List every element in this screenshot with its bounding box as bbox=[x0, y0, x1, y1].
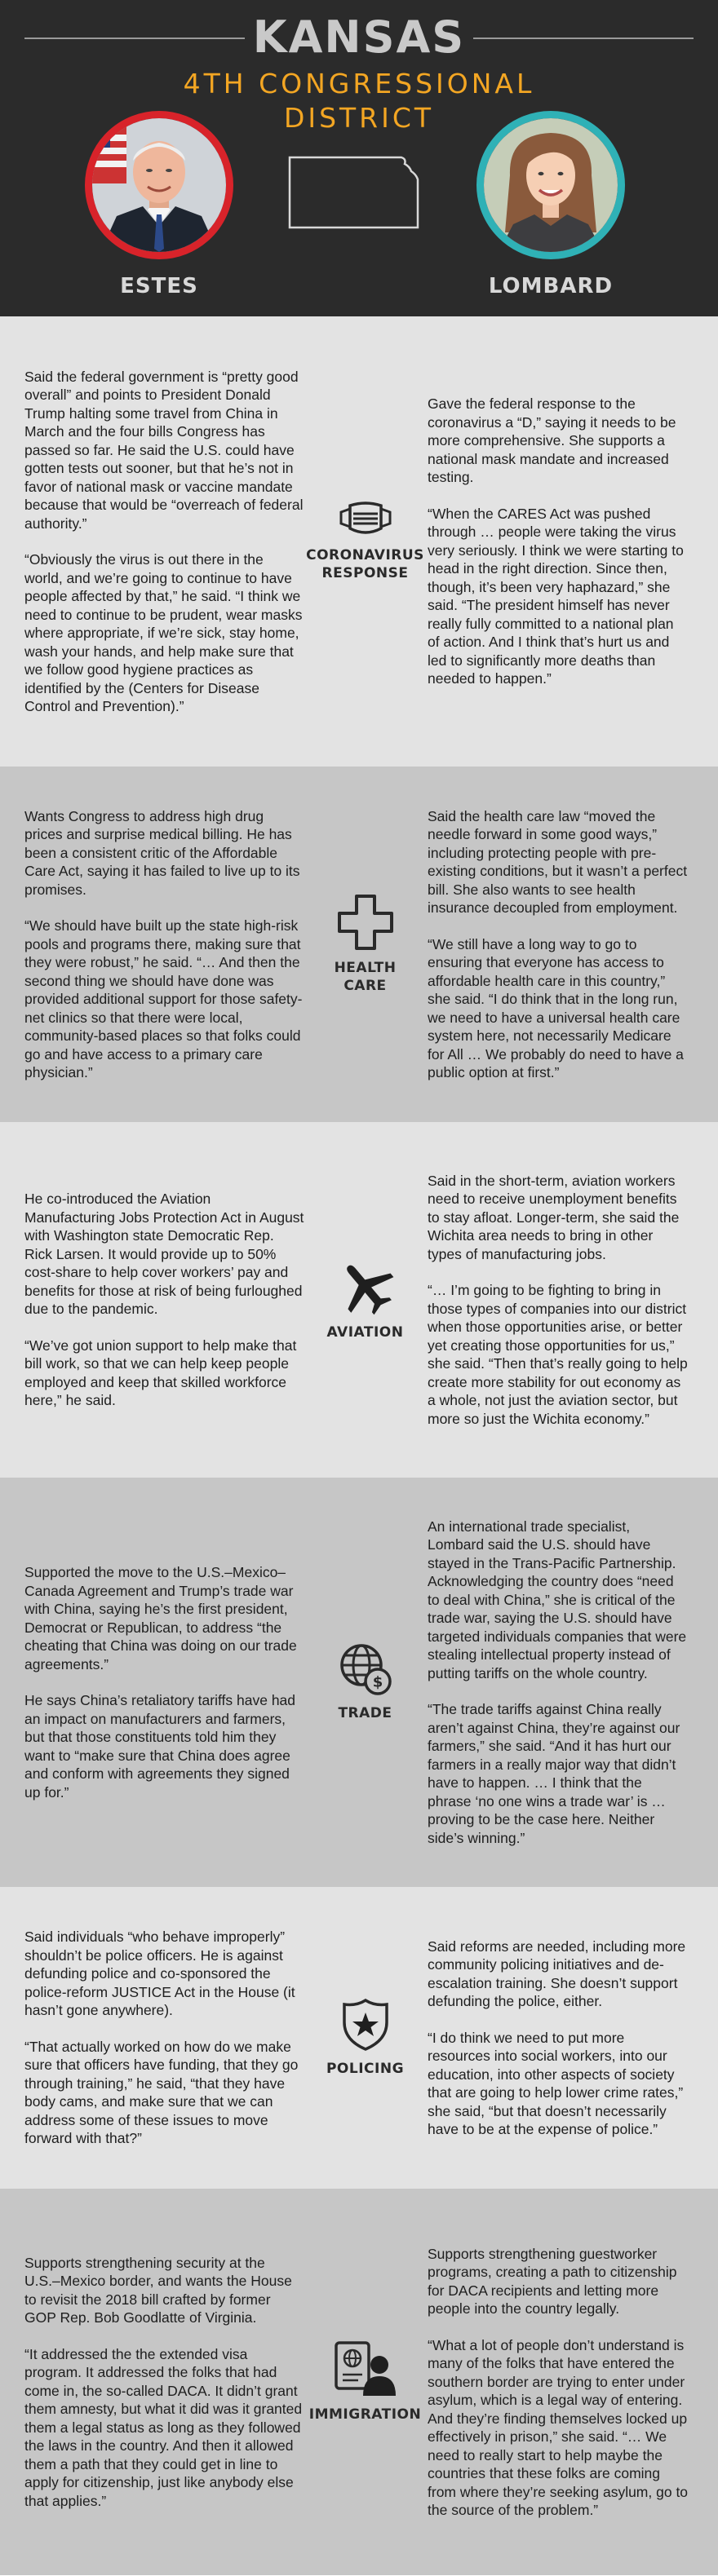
lombard-summary: Said reforms are needed, including more community policing initiatives and de-escalation training. She doesn’t support defunding the police, either. bbox=[428, 1938, 686, 2009]
lombard-position bbox=[416, 395, 718, 688]
issue-aviation bbox=[0, 1122, 718, 1478]
estes-portrait bbox=[85, 111, 233, 259]
estes-quote: “We should have built up the state high-risk pools and programs there, making sure that they were robust,” he said. “… And then the second thing we should have done was provided additional support for those safety-net clinics so that there were local, community-based places so that folks could go and have access to a primary care physician.” bbox=[24, 917, 303, 1080]
estes-quote: “It addressed the the extended visa program. It addressed the folks that had come in, the so-called DACA. It didn’t grant them amnesty, but what it did was it granted them a legal status as long as they followed the laws in the country. And then it allowed them a path that they could get in line to apply for citizenship, just like anybody else that applies.” bbox=[24, 2345, 303, 2509]
lombard-name: LOMBARD bbox=[488, 274, 614, 298]
state-title: KANSAS bbox=[252, 11, 466, 63]
svg-text:$: $ bbox=[372, 1673, 383, 1691]
estes-position bbox=[0, 1563, 314, 1801]
estes-summary: Wants Congress to address high drug prices and surprise medical billing. He has been a consistent critic of the Affordable Care Act, saying it has failed to live up to its promises. bbox=[24, 807, 300, 898]
lombard-photo bbox=[484, 118, 618, 252]
airplane-icon bbox=[335, 1258, 397, 1315]
district-title: 4TH CONGRESSIONAL DISTRICT bbox=[183, 68, 535, 134]
lombard-quote: “I do think we need to put more resources into social workers, into our education, into other aspects of society that are going to help lower crime rates,” she said, “but that doesn’t necessarily have to be at the expense of police.” bbox=[428, 2029, 684, 2137]
lombard-portrait bbox=[476, 111, 625, 259]
estes-photo bbox=[92, 118, 226, 252]
estes-quote: “That actually worked on how do we make sure that officers have funding, that they go through training,” he said, “that they have body cams, and make sure that we can address some of these issues to move forward with that?” bbox=[24, 2038, 299, 2147]
estes-position bbox=[0, 2254, 314, 2511]
estes-summary: Said the federal government is “pretty good overall” and points to President Donald Trump halting some travel from China in March and the four bills Congress has passed so far. He said the U.S. could have gotten tests out sooner, but that he’s not in favor of national mask or vaccine mandate because that would be “overreach of federal authority.” bbox=[24, 368, 304, 532]
face-mask-icon bbox=[339, 501, 392, 538]
lombard-position bbox=[416, 1518, 718, 1848]
lombard-quote: “We still have a long way to go to ensuring that everyone has access to affordable health care in this country,” she said. “I do think that in the long run, we need to have a universal health care system here, not necessarily Medicare for All … We probably do need to have a public option at first.” bbox=[428, 935, 684, 1080]
issue-heading bbox=[314, 894, 416, 995]
estes-summary: Said individuals “who behave improperly” shouldn’t be police officers. He is against defunding police and co-sponsored the police-reform JUSTICE Act in the House (it hasn’t gone anywhere). bbox=[24, 1929, 295, 2019]
estes-position bbox=[0, 1928, 314, 2148]
estes-summary: He co-introduced the Aviation Manufacturing Jobs Protection Act in August with Washington state Democratic Rep. Rick Larsen. It would provide up to 50% cost-share to help cover workers’ pay and benefits for those at risk of being furloughed due to the pandemic. bbox=[24, 1191, 304, 1318]
issue-heading bbox=[314, 1258, 416, 1341]
issue-health-care bbox=[0, 767, 718, 1122]
estes-quote: “Obviously the virus is out there in the world, and we’re going to continue to have people affected by that,” he said. “I think we need to continue to be prudent, wear masks where appropriate, if we’re sick, stay home, wash your hands, and help make sure that we follow good hygiene practices as identified by the (Centers for Disease Control and Prevention).” bbox=[24, 551, 303, 714]
estes-position bbox=[0, 807, 314, 1082]
issue-label: POLICING bbox=[326, 2061, 405, 2077]
lombard-quote: “What a lot of people don’t understand is many of the folks that have entered the southern border are trying to enter under asylum, which is a legal way of entering. And they’re finding themselves locked up effectively in prison,” she said. “… We need to really start to help maybe the countries that these folks are coming from where they’re seeking asylum, go to the source of the problem.” bbox=[428, 2336, 689, 2518]
estes-summary: Supported the move to the U.S.–Mexico–Canada Agreement and Trump’s trade war with China, saying he’s the first president, Democrat or Republican, to address “the cheating that China was doing on our trade agreements.” bbox=[24, 1564, 297, 1672]
estes-name: ESTES bbox=[120, 274, 198, 298]
estes-summary: Supports strengthening security at the U.S.–Mexico border, and wants the House to revisit the 2018 bill crafted by former GOP Rep. Bob Goodlatte of Virginia. bbox=[24, 2254, 292, 2326]
lombard-position bbox=[416, 1172, 718, 1429]
issue-heading bbox=[308, 2340, 422, 2424]
issue-heading bbox=[314, 1642, 416, 1722]
lombard-quote: “… I’m going to be fighting to bring in those types of companies into our district when those opportunities arise, or better yet creating those opportunities for us,” she said. “Then that’s really going to help create more stability for out economy as a whole, not just the aviation sector, but more so just the Wichita economy.” bbox=[428, 1282, 688, 1427]
issue-trade bbox=[0, 1478, 718, 1887]
issue-coronavirus-response bbox=[0, 316, 718, 767]
lombard-summary: Supports strengthening guestworker programs, creating a path to citizenship for DACA recipients and letting more people into the country legally. bbox=[428, 2245, 677, 2317]
issue-heading bbox=[306, 501, 424, 582]
issue-label: CORONAVIRUS RESPONSE bbox=[306, 547, 424, 581]
lombard-summary: Gave the federal response to the coronavirus a “D,” saying it needs to be more comprehensive. She supports a national mask mandate and increased testing. bbox=[428, 395, 676, 486]
lombard-summary: Said the health care law “moved the needle forward in some good ways,” including protecting people with pre-existing conditions, but it wasn’t a perfect bill. She also wants to see health insurance decoupled from employment. bbox=[428, 807, 688, 916]
issue-label: AVIATION bbox=[326, 1324, 404, 1341]
kansas-state-outline-icon bbox=[287, 155, 431, 230]
lombard-summary: An international trade specialist, Lombard said the U.S. should have stayed in the Trans-Pacific Partnership. Acknowledging the country does “need to deal with China,” she is critical of the trade war, saying the U.S. should have targeted individuals companies that were stealing intellectual property instead of putting tariffs on the whole country. bbox=[428, 1518, 687, 1681]
lombard-position bbox=[416, 2245, 718, 2520]
medical-cross-icon bbox=[337, 894, 394, 951]
globe-dollar-icon bbox=[339, 1642, 392, 1696]
lombard-position bbox=[416, 807, 718, 1082]
issue-immigration bbox=[0, 2189, 718, 2575]
header bbox=[0, 0, 718, 316]
issue-label: IMMIGRATION bbox=[308, 2406, 422, 2423]
lombard-position bbox=[416, 1938, 718, 2139]
issue-policing bbox=[0, 1887, 718, 2189]
lombard-quote: “When the CARES Act was pushed through … people were taking the virus very seriously. I think we were starting to head in the right direction. Since then, though, it’s been very haphazard,” she said. “The president himself has never really fully committed to a national plan of action. And I think that’s hurt us and led to significantly more deaths than needed to happen.” bbox=[428, 505, 684, 687]
estes-position bbox=[0, 368, 314, 716]
passport-person-icon bbox=[334, 2340, 397, 2397]
issue-label: HEALTH CARE bbox=[334, 960, 397, 994]
estes-quote: “We’ve got union support to help make that bill work, so that we can help keep people employed and keep that skilled workforce here,” he said. bbox=[24, 1337, 297, 1409]
estes-position bbox=[0, 1190, 314, 1410]
lombard-quote: “The trade tariffs against China really aren’t against China, they’re against our farmers,” she said. “And it has hurt our farmers in a really major way that didn’t have to happen. … I think that the phrase ‘no one wins a trade war’ is … proving to be the case here. Neither side’s winning.” bbox=[428, 1701, 680, 1846]
estes-quote: He says China’s retaliatory tariffs have had an impact on manufacturers and farmers, but that those constituents told him they want to “make sure that China does agree and conform with agreements they signed up for.” bbox=[24, 1692, 296, 1801]
police-badge-icon bbox=[342, 1998, 389, 2052]
issue-heading bbox=[314, 1998, 416, 2078]
lombard-summary: Said in the short-term, aviation workers need to receive unemployment benefits to stay afloat. Longer-term, she said the Wichita area needs to bring in other types of manufacturing jobs. bbox=[428, 1172, 680, 1262]
issue-label: TRADE bbox=[338, 1705, 392, 1721]
